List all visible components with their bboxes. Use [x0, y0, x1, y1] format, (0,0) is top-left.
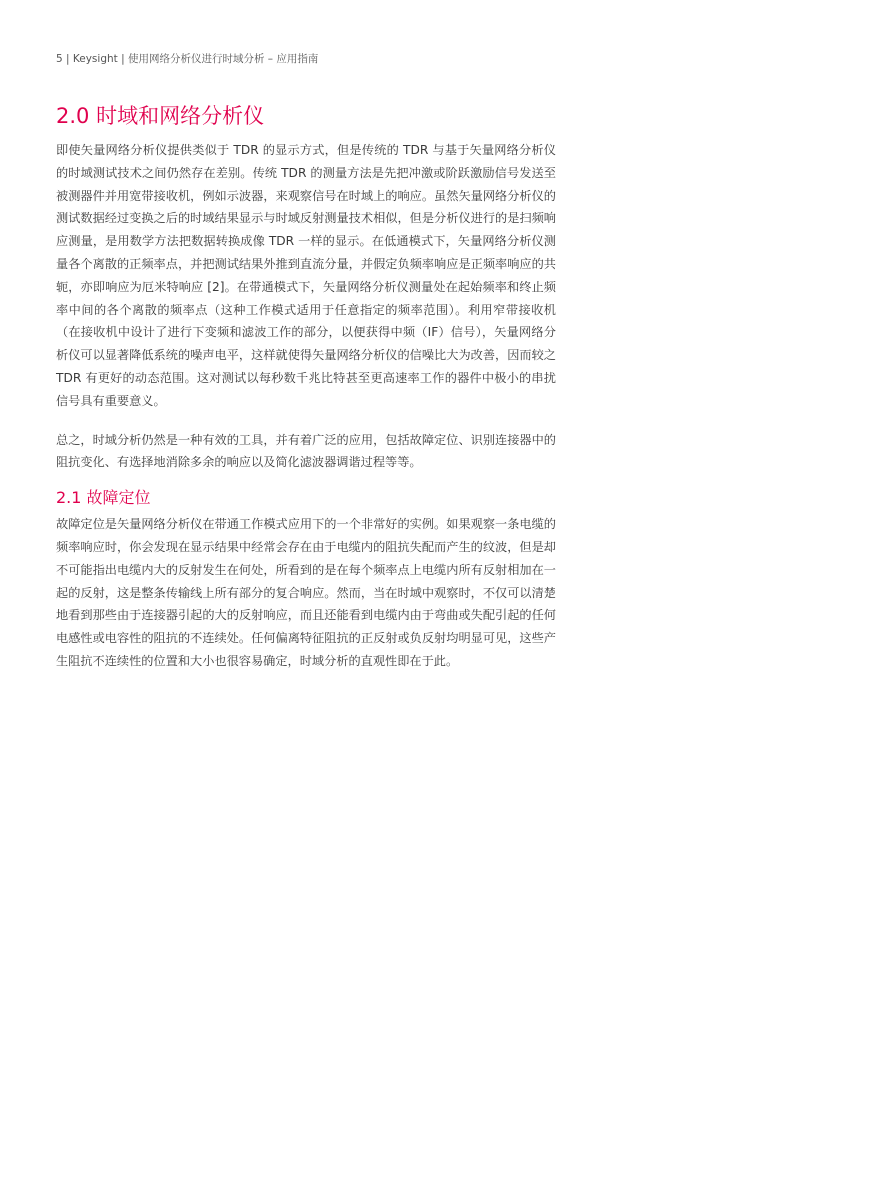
running-header: 5 | Keysight | 使用网络分析仪进行时域分析 – 应用指南 — [56, 53, 319, 65]
section-heading-2-0: 2.0 时域和网络分析仪 — [56, 104, 265, 128]
section-2-0-paragraph-2: 总之，时域分析仍然是一种有效的工具，并有着广泛的应用，包括故障定位、识别连接器中的阻抗变化、有选择地消除多余的响应以及简化滤波器调谐过程等等。 — [56, 432, 556, 470]
section-2-1-paragraph-1: 故障定位是矢量网络分析仪在带通工作模式应用下的一个非常好的实例。如果观察一条电缆的频率响应时，你会发现在显示结果中经常会存在由于电缆内的阻抗失配而产生的纹波，但是却不可能指出电缆内大的反射发生在何处，所看到的是在每个频率点上电缆内所有反射相加在一起的反射，这是整条传输线上所有部分的复合响应。然而，当在时域中观察时，不仅可以清楚地看到那些由于连接器引起的大的反射响应，而且还能看到电缆内由于弯曲或失配引起的任何电感性或电容性的阻抗的不连续处。任何偏离特征阻抗的正反射或负反射均明显可见，这些产生阻抗不连续性的位置和大小也很容易确定，时域分析的直观性即在于此。 — [56, 517, 556, 668]
section-2-0-paragraph-1: 即使矢量网络分析仪提供类似于 TDR 的显示方式，但是传统的 TDR 与基于矢量网络分析仪的时域测试技术之间仍然存在差别。传统 TDR 的测量方法是先把冲激或阶跃激励信号发送至被测器件并用宽带接收机，例如示波器，来观察信号在时域上的响应。虽然矢量网络分析仪的测试数据经过变换之后的时域结果显示与时域反射测量技术相似，但是分析仪进行的是扫频响应测量，是用数学方法把数据转换成像 TDR 一样的显示。在低通模式下，矢量网络分析仪测量各个离散的正频率点，并把测试结果外推到直流分量，并假定负频率响应是正频率响应的共轭，亦即响应为厄米特响应 [2]。在带通模式下，矢量网络分析仪测量处在起始频率和终止频率中间的各个离散的频率点（这种工作模式适用于任意指定的频率范围）。利用窄带接收机（在接收机中设计了进行下变频和滤波工作的部分，以便获得中频（IF）信号），矢量网络分析仪可以显著降低系统的噪声电平，这样就使得矢量网络分析仪的信噪比大为改善，因而较之 TDR 有更好的动态范围。这对测试以每秒数千兆比特甚至更高速率工作的器件中极小的串扰信号具有重要意义。 — [56, 143, 556, 408]
main-content — [56, 100, 556, 673]
section-heading-2-1: 2.1 故障定位 — [56, 488, 151, 508]
